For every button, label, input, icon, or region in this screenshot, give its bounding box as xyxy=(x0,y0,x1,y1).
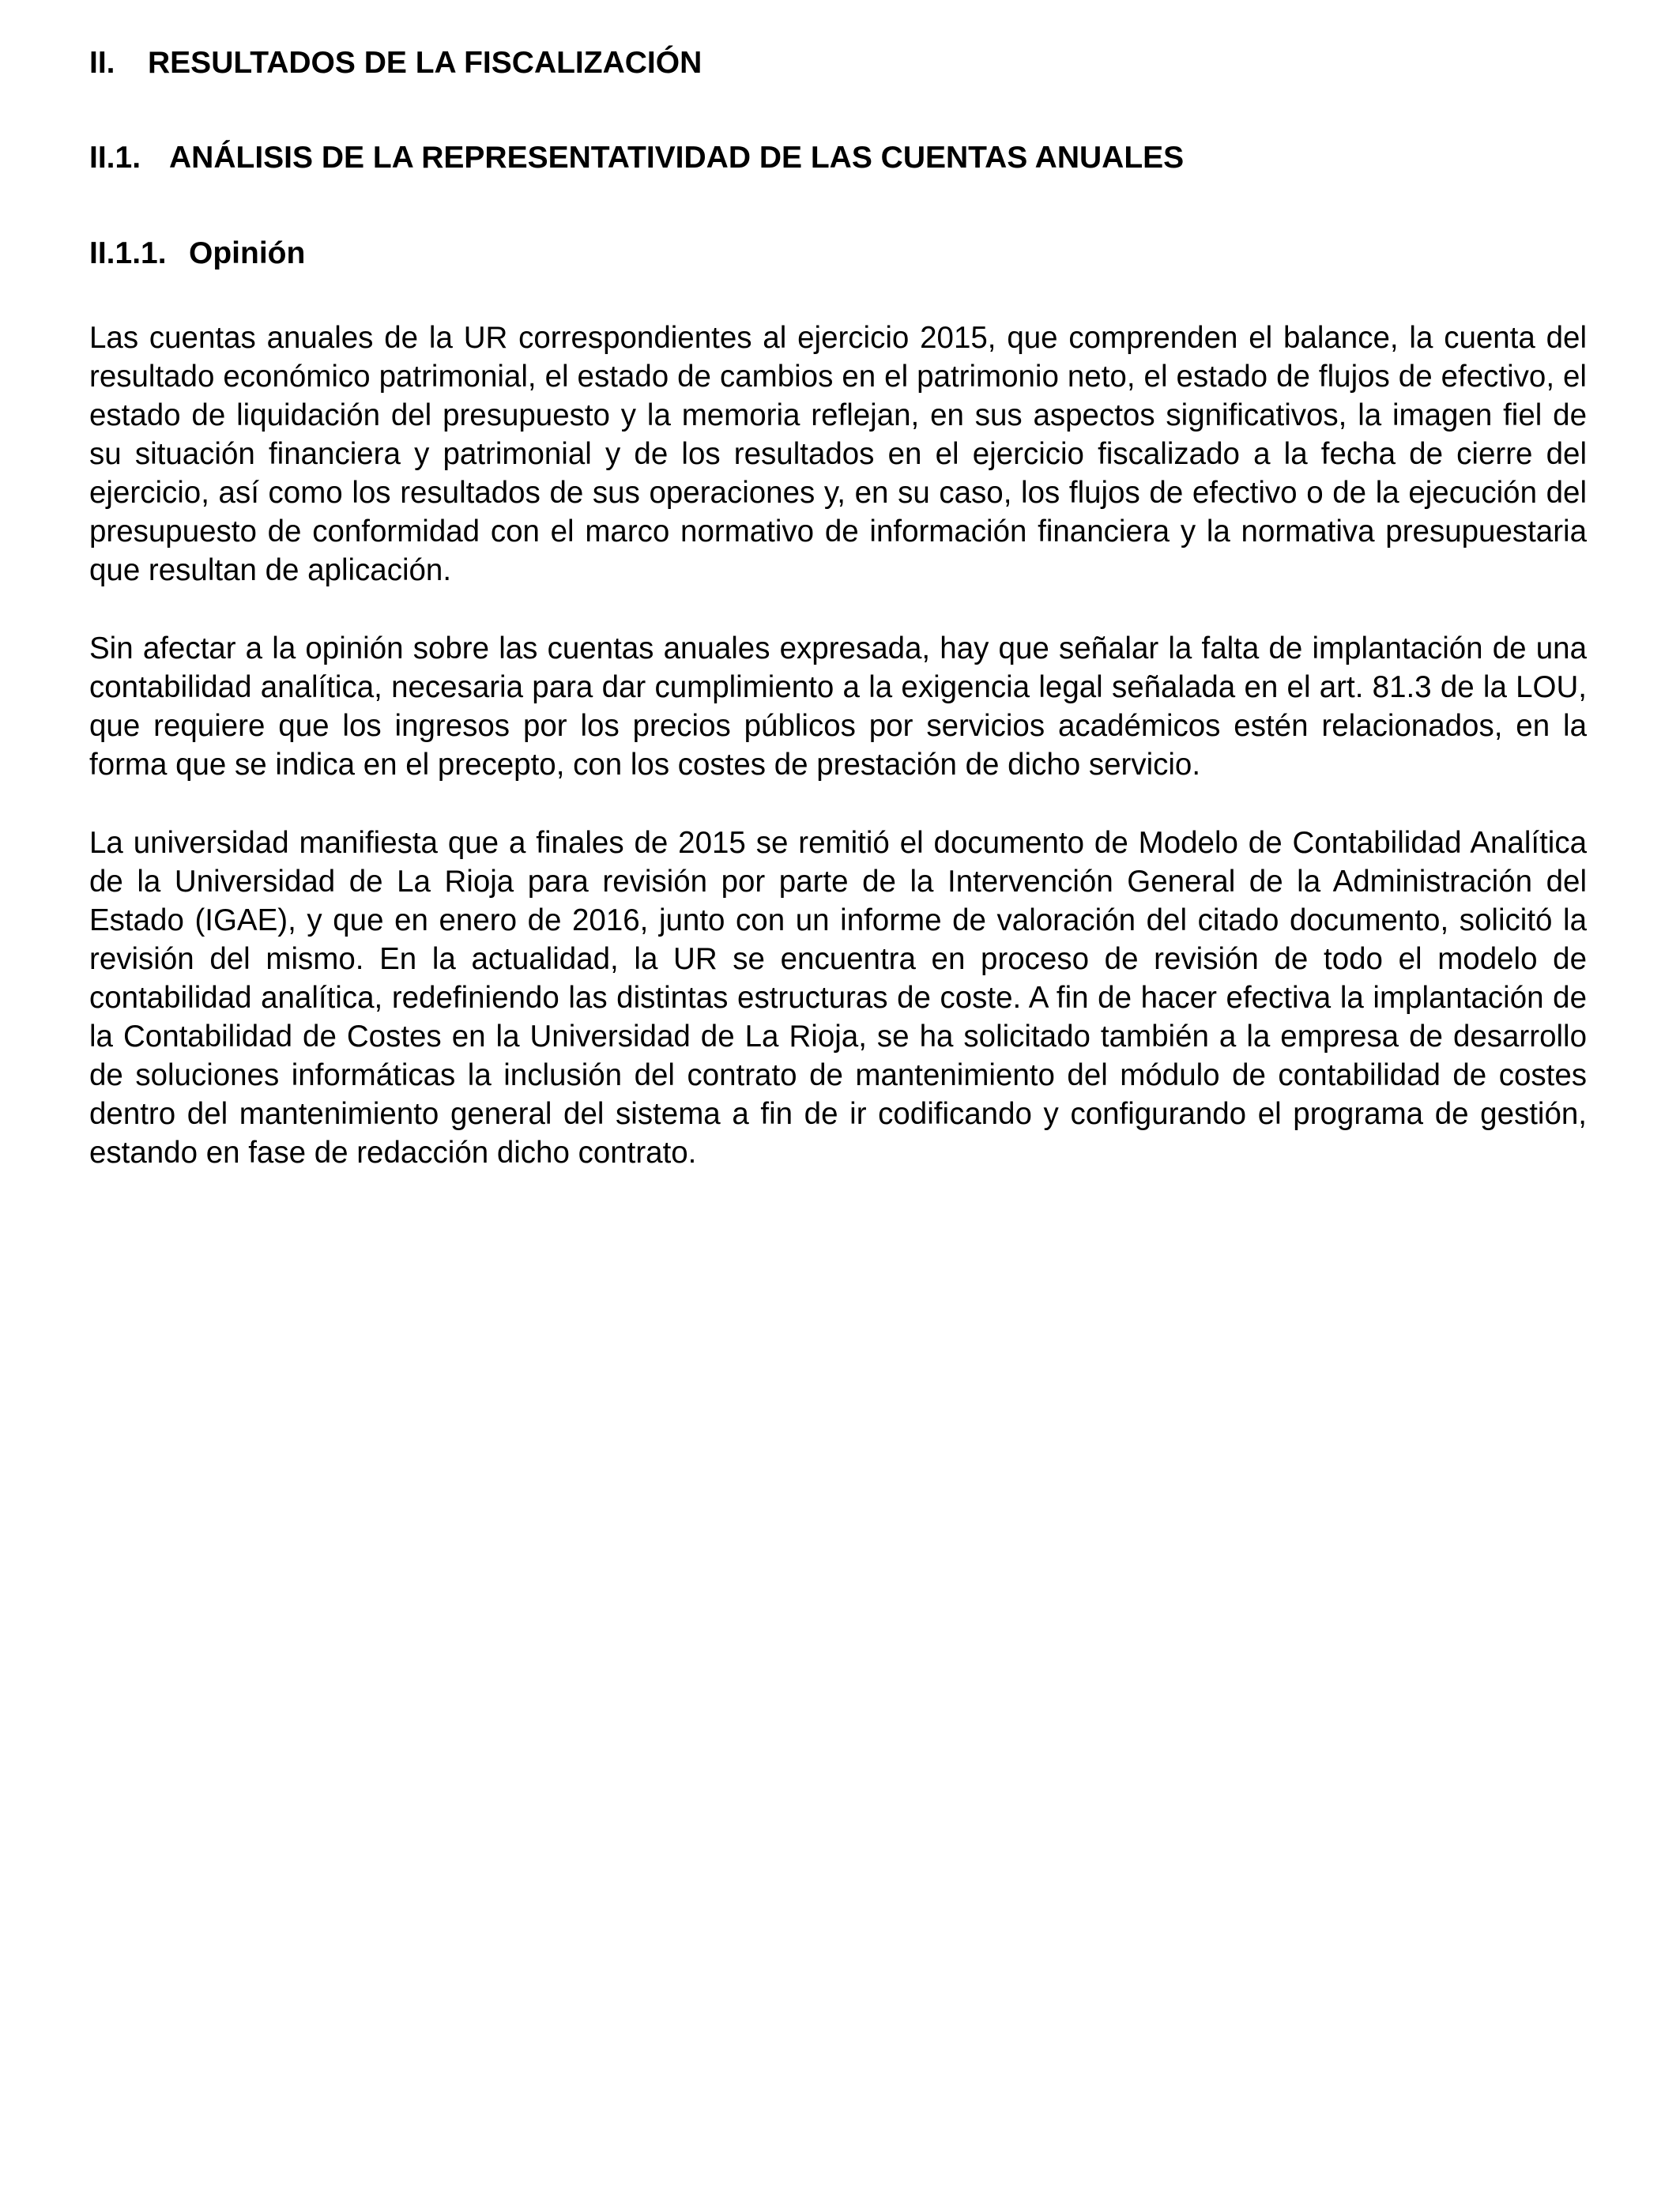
section-title: Opinión xyxy=(189,236,306,270)
section-number: II.1. xyxy=(89,141,141,175)
section-number: II.1.1. xyxy=(89,236,167,270)
document-page xyxy=(89,44,1587,1172)
paragraph-opinion: Las cuentas anuales de la UR correspondientes al ejercicio 2015, que comprenden el balance, la cuenta del resultado económico patrimonial, el estado de cambios en el patrimonio neto, el estado de flujos de efectivo, el estado de liquidación del presupuesto y la memoria reflejan, en sus aspectos significativos, la imagen fiel de su situación financiera y patrimonial y de los resultados en el ejercicio fiscalizado a la fecha de cierre del ejercicio, así como los resultados de sus operaciones y, en su caso, los flujos de efectivo o de la ejecución del presupuesto de conformidad con el marco normativo de información financiera y la normativa presupuestaria que resultan de aplicación. xyxy=(89,321,1587,587)
paragraph-contabilidad-analitica: Sin afectar a la opinión sobre las cuentas anuales expresada, hay que señalar la falta de implantación de una contabilidad analítica, necesaria para dar cumplimiento a la exigencia legal señalada en el art. 81.3 de la LOU, que requiere que los ingresos por los precios públicos por servicios académicos estén relacionados, en la forma que se indica en el precepto, con los costes de prestación de dicho servicio. xyxy=(89,631,1587,782)
section-heading-resultados xyxy=(89,44,1587,82)
paragraph-modelo-contabilidad: La universidad manifiesta que a finales de 2015 se remitió el documento de Modelo de Contabilidad Analítica de la Universidad de La Rioja para revisión por parte de la Intervención General de la Administración del Estado (IGAE), y que en enero de 2016, junto con un informe de valoración del citado documento, solicitó la revisión del mismo. En la actualidad, la UR se encuentra en proceso de revisión de todo el modelo de contabilidad analítica, redefiniendo las distintas estructuras de coste. A fin de hacer efectiva la implantación de la Contabilidad de Costes en la Universidad de La Rioja, se ha solicitado también a la empresa de desarrollo de soluciones informáticas la inclusión del contrato de mantenimiento del módulo de contabilidad de costes dentro del mantenimiento general del sistema a fin de ir codificando y configurando el programa de gestión, estando en fase de redacción dicho contrato. xyxy=(89,826,1587,1170)
section-title: ANÁLISIS DE LA REPRESENTATIVIDAD DE LAS CUENTAS ANUALES xyxy=(169,141,1185,175)
section-heading-analisis xyxy=(89,139,1587,177)
section-number: II. xyxy=(89,46,115,80)
section-title: RESULTADOS DE LA FISCALIZACIÓN xyxy=(148,46,703,80)
section-heading-opinion xyxy=(89,235,1587,273)
